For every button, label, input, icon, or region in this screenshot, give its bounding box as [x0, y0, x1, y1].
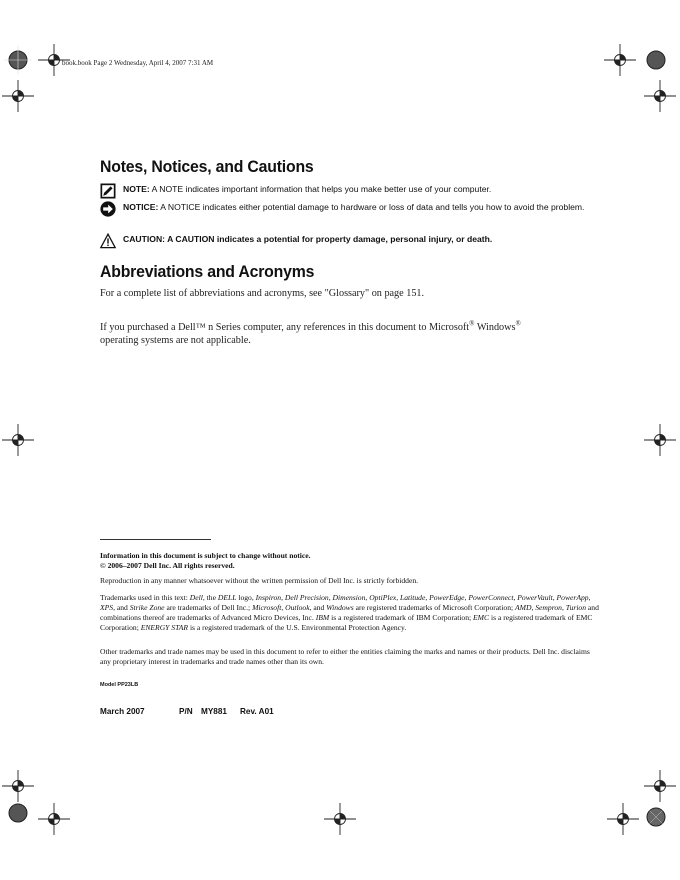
caution-triangle-icon — [100, 233, 116, 249]
registration-mark-icon — [320, 799, 360, 839]
part-number-value: MY881 — [201, 707, 227, 716]
running-header — [62, 59, 213, 67]
note-label: NOTE: — [123, 184, 150, 194]
notice-arrow-icon — [100, 201, 116, 217]
registration-mark-icon — [636, 40, 676, 80]
registration-mark-icon — [603, 799, 643, 839]
registration-mark-icon — [640, 766, 680, 806]
revision: Rev. A01 — [240, 707, 274, 716]
print-date: March 2007 — [100, 707, 145, 716]
abbreviations-section-title: Abbreviations and Acronyms — [100, 262, 315, 281]
n-series-note — [100, 321, 580, 347]
header-page: Page 2 — [93, 59, 113, 67]
caution-body: A CAUTION indicates a potential for property damage, personal injury, or death. — [165, 234, 493, 244]
trademarks-paragraph: Trademarks used in this text: Dell, the DELL logo, Inspiron, Dell Precision, Dimension, OptiPlex, Latitude, PowerEdge, PowerConnect, PowerVault, PowerApp, XPS, and Strike Zone are trademarks of Dell Inc.; Microsoft, Outlook, and Windows are registered trademarks of Microsoft Corporation; AMD, Sempron, Turion and combinations thereof are trademarks of Advanced Micro Devices, Inc. IBM is a registered trademark of IBM Corporation; EMC is a registered trademark of EMC Corporation; ENERGY STAR is a registered trademark of the U.S. Environmental Protection Agency. — [100, 593, 599, 632]
caution-label: CAUTION: — [123, 234, 166, 244]
registration-mark-icon — [34, 799, 74, 839]
registration-mark-icon — [0, 766, 38, 806]
registered-mark: ® — [469, 319, 475, 328]
registered-mark: ® — [515, 319, 521, 328]
header-datetime: Wednesday, April 4, 2007 7:31 AM — [113, 59, 214, 67]
caution-text — [123, 233, 593, 246]
reproduction-notice: Reproduction in any manner whatsoever without the written permission of Dell Inc. is strictly forbidden. — [100, 576, 419, 585]
caution-row — [100, 233, 580, 249]
n-series-text-2: operating systems are not applicable. — [100, 335, 251, 346]
other-trademarks-notice: Other trademarks and trade names may be used in this document to refer to either the entities claiming the marks and names or their products. Dell Inc. disclaims any proprietary interest in trademarks and trade names other than its own. — [100, 647, 590, 666]
notice-body: A NOTICE indicates either potential damage to hardware or loss of data and tells you how to avoid the problem. — [158, 202, 585, 212]
notice-row — [100, 201, 585, 229]
notice-label: NOTICE: — [123, 202, 159, 212]
registration-mark-icon — [0, 40, 38, 80]
note-body: A NOTE indicates important information that helps you make better use of your computer. — [149, 184, 492, 194]
registration-mark-icon — [34, 40, 74, 80]
notes-section-title: Notes, Notices, and Cautions — [100, 157, 314, 176]
model-number: Model PP23LB — [100, 682, 139, 688]
part-number-label: P/N — [179, 707, 193, 716]
n-series-text-1: If you purchased a Dell™ n Series computer, any references in this document to Microsoft — [100, 322, 470, 333]
legal-divider — [100, 539, 211, 540]
n-series-windows: Windows — [474, 322, 516, 333]
note-row — [100, 183, 580, 199]
pencil-note-icon — [100, 183, 116, 199]
note-text — [123, 183, 593, 196]
change-notice: Information in this document is subject to change without notice. — [100, 551, 311, 560]
abbreviations-text: For a complete list of abbreviations and acronyms, see "Glossary" on page 151. — [100, 288, 425, 299]
registration-mark-icon — [600, 40, 640, 80]
copyright: © 2006–2007 Dell Inc. All rights reserved. — [100, 561, 235, 570]
notice-text — [123, 201, 593, 214]
header-file: book.book — [62, 59, 92, 67]
registration-mark-icon — [640, 76, 680, 116]
legal-header — [100, 551, 600, 571]
registration-mark-icon — [0, 420, 38, 460]
registration-mark-icon — [0, 76, 38, 116]
registration-mark-icon — [640, 420, 680, 460]
